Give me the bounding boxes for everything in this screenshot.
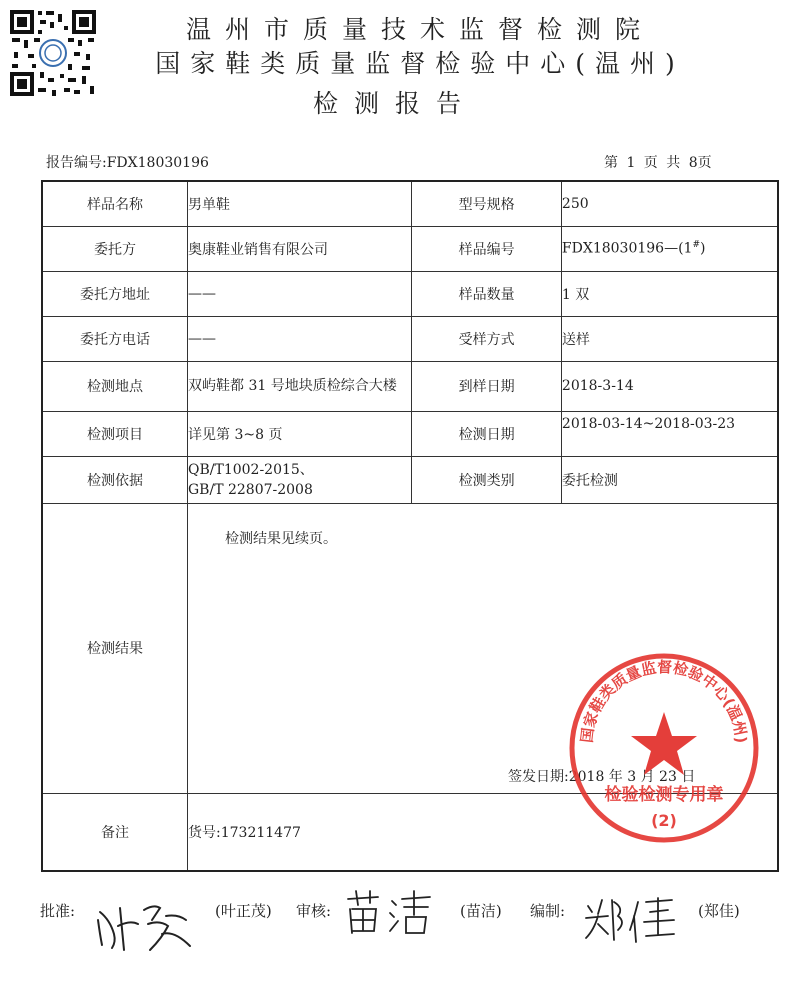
cell-value: 250 bbox=[561, 181, 778, 226]
issue-date: 签发日期:2018 年 3 月 23 日 bbox=[508, 769, 696, 785]
editor-signature bbox=[582, 890, 682, 950]
table-row bbox=[42, 271, 778, 316]
cell-label: 委托方电话 bbox=[42, 316, 188, 361]
cell-label: 检测结果 bbox=[42, 503, 188, 793]
cell-label: 委托方地址 bbox=[42, 271, 188, 316]
cell-label: 检测依据 bbox=[42, 456, 188, 503]
cell-value: 委托检测 bbox=[561, 456, 778, 503]
seal-center-text: 检验检测专用章 bbox=[604, 785, 724, 805]
approver-signature bbox=[90, 890, 200, 960]
official-seal bbox=[566, 650, 762, 846]
sample-number-cell bbox=[561, 226, 778, 271]
table-row bbox=[42, 181, 778, 226]
cell-label: 检测类别 bbox=[412, 456, 561, 503]
basis-line: QB/T1002-2015、 bbox=[188, 461, 314, 478]
sample-number: FDX18030196—(1 bbox=[561, 240, 693, 257]
report-number-value: FDX18030196 bbox=[106, 155, 209, 171]
seal-ring-text: 国家鞋类质量监督检验中心(温州) bbox=[577, 658, 751, 744]
center-title: 国家鞋类质量监督检验中心(温州) bbox=[155, 49, 685, 78]
cell-label: 委托方 bbox=[42, 226, 188, 271]
cell-label: 备注 bbox=[42, 793, 188, 871]
review-name: (苗洁) bbox=[460, 902, 502, 920]
cell-value: 2018-03-14~2018-03-23 bbox=[561, 411, 778, 456]
page-info: 第 1 页 共 8页 bbox=[604, 155, 712, 171]
table-row bbox=[42, 456, 778, 503]
report-title: 检测报告 bbox=[312, 89, 477, 118]
cell-label: 受样方式 bbox=[412, 316, 561, 361]
table-row bbox=[42, 361, 778, 411]
edit-name: (郑佳) bbox=[698, 902, 740, 920]
cell-value: —— bbox=[188, 271, 412, 316]
seal-number: (2) bbox=[651, 811, 677, 830]
institute-title: 温州市质量技术监督检测院 bbox=[185, 15, 654, 44]
report-number-label: 报告编号: bbox=[46, 155, 107, 171]
table-row bbox=[42, 316, 778, 361]
cell-label: 样品编号 bbox=[412, 226, 561, 271]
cell-value: 货号:173211477 bbox=[188, 793, 779, 871]
cell-label: 样品名称 bbox=[42, 181, 188, 226]
cell-label: 检测地点 bbox=[42, 361, 188, 411]
cell-value: 男单鞋 bbox=[188, 181, 412, 226]
edit-label: 编制: bbox=[530, 902, 566, 920]
cell-value: 详见第 3~8 页 bbox=[188, 411, 412, 456]
cell-value: 送样 bbox=[561, 316, 778, 361]
basis-line: GB/T 22807-2008 bbox=[188, 481, 313, 498]
cell-label: 检测日期 bbox=[412, 411, 561, 456]
cell-label: 到样日期 bbox=[412, 361, 561, 411]
sample-number-end: ) bbox=[700, 240, 706, 257]
cell-value bbox=[188, 456, 412, 503]
cell-label: 型号规格 bbox=[412, 181, 561, 226]
cell-label: 样品数量 bbox=[412, 271, 561, 316]
result-text: 检测结果见续页。 bbox=[225, 531, 337, 547]
cell-value: —— bbox=[188, 316, 412, 361]
reviewer-signature bbox=[340, 885, 440, 945]
approve-label: 批准: bbox=[40, 902, 76, 920]
review-label: 审核: bbox=[296, 902, 332, 920]
table-row bbox=[42, 411, 778, 456]
table-row bbox=[42, 226, 778, 271]
cell-label: 检测项目 bbox=[42, 411, 188, 456]
cell-value: 2018-3-14 bbox=[561, 361, 778, 411]
cell-value: 双屿鞋都 31 号地块质检综合大楼 bbox=[188, 361, 412, 411]
report-number bbox=[46, 152, 209, 172]
qr-code bbox=[8, 8, 98, 98]
cell-value: 奥康鞋业销售有限公司 bbox=[188, 226, 412, 271]
approve-name: (叶正茂) bbox=[215, 902, 272, 920]
cell-value: 1 双 bbox=[561, 271, 778, 316]
sample-number-sup: # bbox=[692, 240, 701, 251]
